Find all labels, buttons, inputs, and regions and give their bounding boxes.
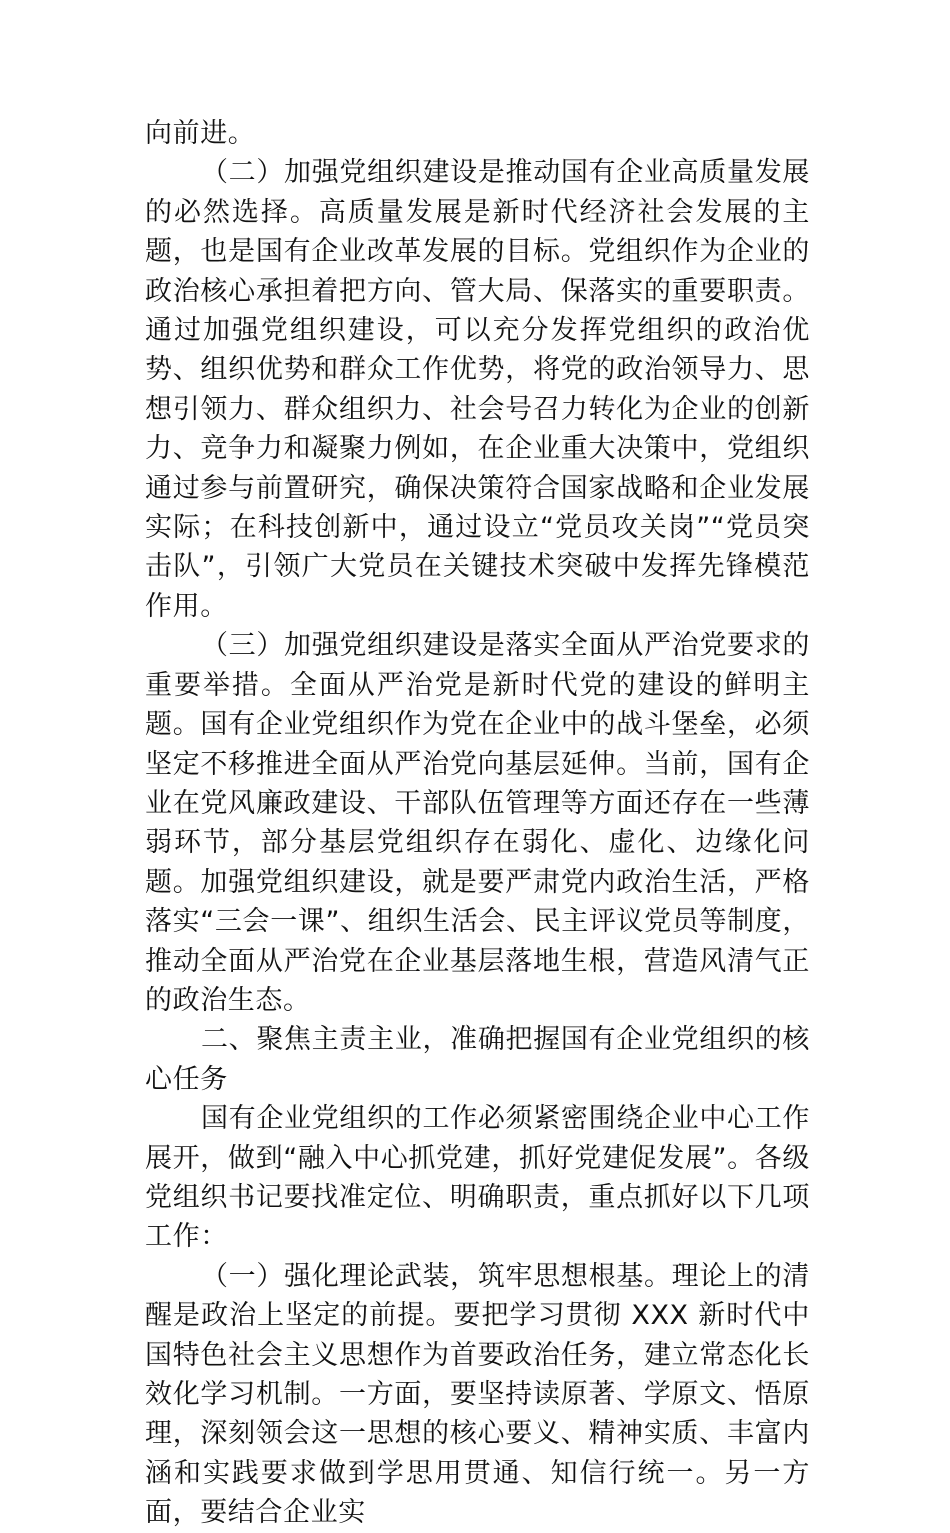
- paragraph-section-2: （二）加强党组织建设是推动国有企业高质量发展的必然选择。高质量发展是新时代经济社会发展的主题，也是国有企业改革发展的目标。党组织作为企业的政治核心承担着把方向、管大局、保落实的重要职责。通过加强党组织建设，可以充分发挥党组织的政治优势、组织优势和群众工作优势，将党的政治领导力、思想引领力、群众组织力、社会号召力转化为企业的创新力、竞争力和凝聚力例如，在企业重大决策中，党组织通过参与前置研究，确保决策符合国家战略和企业发展实际；在科技创新中，通过设立“党员攻关岗”“党员突击队”，引领广大党员在关键技术突破中发挥先锋模范作用。: [145, 157, 810, 622]
- heading-part-two: 二、聚焦主责主业，准确把握国有企业党组织的核心任务: [145, 1024, 810, 1095]
- paragraph-continuation: 向前进。: [145, 118, 256, 149]
- paragraph-section-3: （三）加强党组织建设是落实全面从严治党要求的重要举措。全面从严治党是新时代党的建设的鲜明主题。国有企业党组织作为党在企业中的战斗堡垒，必须坚定不移推进全面从严治党向基层延伸。当前，国有企业在党风廉政建设、干部队伍管理等方面还存在一些薄弱环节，部分基层党组织存在弱化、虚化、边缘化问题。加强党组织建设，就是要严肃党内政治生活，严格落实“三会一课”、组织生活会、民主评议党员等制度，推动全面从严治党在企业基层落地生根，营造风清气正的政治生态。: [145, 630, 810, 1016]
- paragraph-task-1: （一）强化理论武装，筑牢思想根基。理论上的清醒是政治上坚定的前提。要把学习贯彻 XXX 新时代中国特色社会主义思想作为首要政治任务，建立常态化长效化学习机制。一方面，要坚持读原著、学原文、悟原理，深刻领会这一思想的核心要义、精神实质、丰富内涵和实践要求做到学思用贯通、知信行统一。另一方面，要结合企业实: [145, 1260, 810, 1529]
- document-body: [145, 114, 810, 1533]
- paragraph-intro-tasks: 国有企业党组织的工作必须紧密围绕企业中心工作展开，做到“融入中心抓党建，抓好党建促发展”。各级党组织书记要找准定位、明确职责，重点抓好以下几项工作：: [145, 1103, 810, 1253]
